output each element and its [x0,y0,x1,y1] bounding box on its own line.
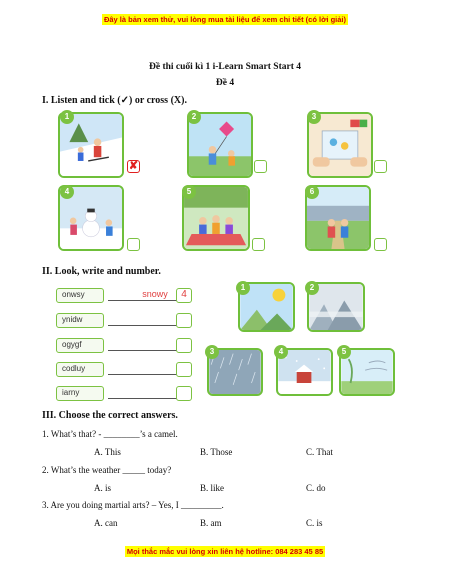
answer-line-1[interactable] [108,300,178,301]
page-title: Đề thi cuối kì 1 i-Learn Smart Start 4 [149,62,301,72]
answer-line-2[interactable] [108,325,178,326]
scrambled-word-3: ogygf [56,338,104,353]
answer-word-1: snowy [142,289,168,299]
picture-3-number: 3 [307,110,321,124]
q2-option-b[interactable]: B. like [200,483,224,493]
answer-box-6[interactable] [374,238,387,251]
question-1: 1. What’s that? - ________’s a camel. [42,429,178,439]
scrambled-word-4: codluy [56,362,104,377]
section3-heading: III. Choose the correct answers. [42,410,178,421]
weather-number-1: 1 [236,281,250,295]
weather-number-4: 4 [274,345,288,359]
picture-4-number: 4 [60,185,74,199]
picture-5-number: 5 [182,185,196,199]
q2-option-a[interactable]: A. is [94,483,112,493]
q1-option-a[interactable]: A. This [94,447,121,457]
scrambled-word-5: iarny [56,386,104,401]
q1-option-c[interactable]: C. That [306,447,333,457]
q3-option-b[interactable]: B. am [200,518,222,528]
answer-box-5[interactable] [252,238,265,251]
cross-mark: ✘ [128,160,139,172]
q2-option-c[interactable]: C. do [306,483,326,493]
answer-line-4[interactable] [108,374,178,375]
answer-line-3[interactable] [108,350,178,351]
page-subtitle: Đề 4 [215,78,235,88]
picture-6-number: 6 [305,185,319,199]
scrambled-word-2: ynidw [56,313,104,328]
footer-hotline: Mọi thắc mắc vui lòng xin liên hệ hotline: 084 283 45 85 [126,547,324,556]
section2-heading: II. Look, write and number. [42,266,161,277]
number-box-3[interactable] [176,338,192,353]
weather-number-2: 2 [305,281,319,295]
q3-option-a[interactable]: A. can [94,518,118,528]
answer-box-4[interactable] [127,238,140,251]
question-2: 2. What’s the weather _____ today? [42,465,172,475]
weather-number-5: 5 [337,345,351,359]
number-box-2[interactable] [176,313,192,328]
section1-heading: I. Listen and tick (✓) or cross (X). [42,95,187,106]
number-box-4[interactable] [176,362,192,377]
picture-1-number: 1 [60,110,74,124]
answer-box-2[interactable] [254,160,267,173]
answer-line-5[interactable] [108,398,178,399]
q3-option-c[interactable]: C. is [306,518,323,528]
weather-number-3: 3 [205,345,219,359]
answer-box-1[interactable] [127,160,140,173]
kite-illustration [189,114,251,176]
scrambled-word-1: onwsy [56,288,104,303]
picture-2-number: 2 [187,110,201,124]
crafts-illustration [309,114,371,176]
answer-box-3[interactable] [374,160,387,173]
q1-option-b[interactable]: B. Those [200,447,233,457]
number-box-1[interactable]: 4 [176,288,192,303]
preview-banner: Đây là bản xem thử, vui lòng mua tài liệu để xem chi tiết (có lời giải) [103,15,347,24]
number-box-5[interactable] [176,386,192,401]
question-3: 3. Are you doing martial arts? – Yes, I _________. [42,500,224,510]
